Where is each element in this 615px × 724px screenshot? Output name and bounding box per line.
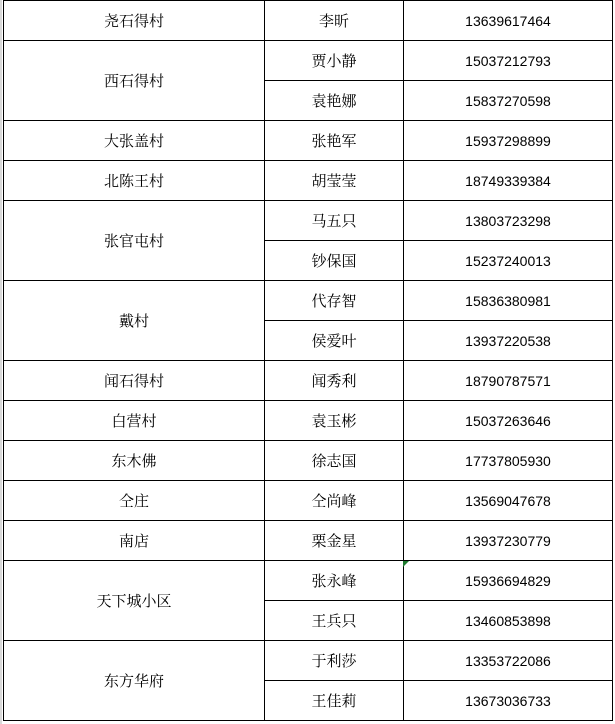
sheet-left-border	[0, 0, 2, 724]
village-cell[interactable]: 闻石得村	[4, 361, 265, 401]
contact-name-cell[interactable]: 钞保国	[265, 241, 404, 281]
village-cell[interactable]: 南店	[4, 521, 265, 561]
village-cell[interactable]: 北陈王村	[4, 161, 265, 201]
cell-error-marker	[403, 561, 409, 567]
contact-name-cell[interactable]: 于利莎	[265, 641, 404, 681]
contact-name-cell[interactable]: 侯爱叶	[265, 321, 404, 361]
table-row	[4, 41, 613, 81]
contact-name-cell[interactable]: 张艳军	[265, 121, 404, 161]
table-row	[4, 361, 613, 401]
contact-name-cell[interactable]: 栗金星	[265, 521, 404, 561]
table-row	[4, 441, 613, 481]
phone-cell[interactable]: 18749339384	[404, 161, 613, 201]
table-row	[4, 561, 613, 601]
table-row	[4, 641, 613, 681]
table-row	[4, 521, 613, 561]
contact-name-cell[interactable]: 胡莹莹	[265, 161, 404, 201]
table-row	[4, 161, 613, 201]
phone-cell[interactable]: 13937220538	[404, 321, 613, 361]
contact-name-cell[interactable]: 马五只	[265, 201, 404, 241]
contact-name-cell[interactable]: 王兵只	[265, 601, 404, 641]
village-cell[interactable]: 天下城小区	[4, 561, 265, 641]
phone-cell[interactable]: 13673036733	[404, 681, 613, 721]
phone-cell[interactable]: 15936694829	[404, 561, 613, 601]
phone-cell[interactable]: 13639617464	[404, 1, 613, 41]
phone-cell[interactable]: 17737805930	[404, 441, 613, 481]
village-cell[interactable]: 大张盖村	[4, 121, 265, 161]
phone-cell[interactable]: 15836380981	[404, 281, 613, 321]
contact-name-cell[interactable]: 王佳莉	[265, 681, 404, 721]
phone-cell[interactable]: 15837270598	[404, 81, 613, 121]
village-cell[interactable]: 仝庄	[4, 481, 265, 521]
phone-cell[interactable]: 18790787571	[404, 361, 613, 401]
table-row	[4, 401, 613, 441]
phone-cell[interactable]: 13803723298	[404, 201, 613, 241]
phone-cell[interactable]: 15037263646	[404, 401, 613, 441]
phone-cell[interactable]: 15937298899	[404, 121, 613, 161]
village-cell[interactable]: 戴村	[4, 281, 265, 361]
phone-cell[interactable]: 15037212793	[404, 41, 613, 81]
village-cell[interactable]: 尧石得村	[4, 1, 265, 41]
phone-cell[interactable]: 15237240013	[404, 241, 613, 281]
village-cell[interactable]: 张官屯村	[4, 201, 265, 281]
table-row	[4, 201, 613, 241]
contact-name-cell[interactable]: 贾小静	[265, 41, 404, 81]
contact-name-cell[interactable]: 袁艳娜	[265, 81, 404, 121]
table-row	[4, 281, 613, 321]
village-cell[interactable]: 西石得村	[4, 41, 265, 121]
contact-name-cell[interactable]: 代存智	[265, 281, 404, 321]
table-row	[4, 121, 613, 161]
phone-cell[interactable]: 13569047678	[404, 481, 613, 521]
village-cell[interactable]: 东方华府	[4, 641, 265, 721]
contact-name-cell[interactable]: 闻秀利	[265, 361, 404, 401]
contact-name-cell[interactable]: 李昕	[265, 1, 404, 41]
phone-cell[interactable]: 13937230779	[404, 521, 613, 561]
contact-name-cell[interactable]: 徐志国	[265, 441, 404, 481]
village-cell[interactable]: 白营村	[4, 401, 265, 441]
contact-table	[3, 0, 613, 721]
village-cell[interactable]: 东木佛	[4, 441, 265, 481]
contact-name-cell[interactable]: 仝尚峰	[265, 481, 404, 521]
contact-table-body	[4, 1, 613, 721]
phone-cell[interactable]: 13460853898	[404, 601, 613, 641]
table-row	[4, 481, 613, 521]
phone-cell[interactable]: 13353722086	[404, 641, 613, 681]
table-row	[4, 1, 613, 41]
contact-name-cell[interactable]: 张永峰	[265, 561, 404, 601]
contact-name-cell[interactable]: 袁玉彬	[265, 401, 404, 441]
